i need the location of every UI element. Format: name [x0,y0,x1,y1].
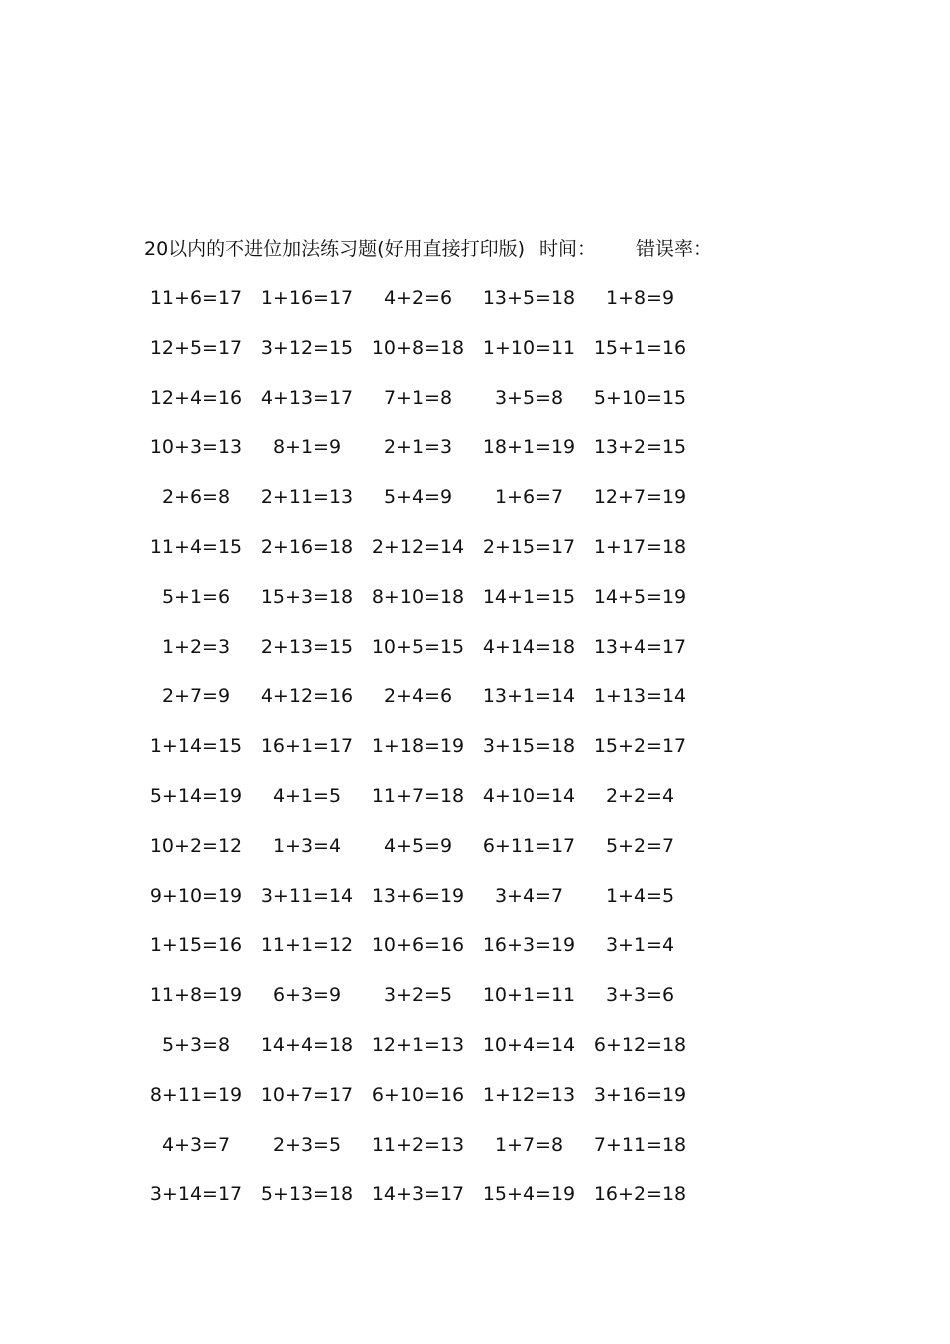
addition-problem: 2+6=8 [161,486,231,509]
addition-problem: 15+1=16 [593,336,687,359]
addition-problem: 4+5=9 [383,834,453,857]
addition-problem: 18+1=19 [482,436,576,459]
addition-problem: 6+12=18 [593,1034,687,1056]
addition-problem: 2+3=5 [272,1133,342,1156]
addition-problem: 10+5=15 [371,635,465,658]
addition-problem: 2+11=13 [260,486,354,509]
time-label: 时间： [539,238,597,260]
addition-problem: 2+13=15 [260,635,354,658]
addition-problem: 10+6=16 [371,934,465,957]
addition-problem: 15+3=18 [260,585,354,608]
addition-problem: 1+6=7 [494,486,564,509]
addition-problem: 11+1=12 [260,934,354,957]
addition-problem: 3+1=4 [605,934,675,957]
addition-problem: 10+2=12 [149,834,243,857]
addition-problem: 1+7=8 [494,1133,564,1156]
addition-problem: 1+17=18 [593,536,687,558]
addition-problem: 3+11=14 [260,884,354,907]
addition-problem: 1+10=11 [482,336,576,359]
addition-problem: 5+1=6 [161,585,231,608]
addition-problem: 12+7=19 [593,486,687,509]
addition-problem: 5+2=7 [605,834,675,857]
addition-problem: 2+7=9 [161,685,231,708]
addition-problem: 10+7=17 [260,1083,354,1106]
addition-problem: 3+15=18 [482,735,576,758]
addition-problem: 2+1=3 [383,436,453,459]
addition-problem: 3+16=19 [593,1083,687,1106]
addition-problem: 16+2=18 [593,1183,687,1206]
addition-problem: 3+12=15 [260,336,354,359]
addition-problem: 3+2=5 [383,984,453,1007]
addition-problem: 2+2=4 [605,785,675,807]
addition-problem: 10+3=13 [149,436,243,459]
addition-problem: 4+12=16 [260,685,354,708]
addition-problem: 1+2=3 [161,635,231,658]
addition-problem: 4+1=5 [272,785,342,807]
addition-problem: 7+1=8 [383,386,453,409]
addition-problem: 8+1=9 [272,436,342,459]
addition-problem: 13+4=17 [593,635,687,658]
addition-problem: 10+8=18 [371,336,465,359]
addition-problem: 1+13=14 [593,685,687,708]
addition-problem: 13+2=15 [593,436,687,459]
addition-problem: 8+11=19 [149,1083,243,1106]
addition-problem: 1+14=15 [149,735,243,758]
addition-problem: 10+1=11 [482,984,576,1007]
addition-problem: 8+10=18 [371,585,465,608]
addition-problem: 11+8=19 [149,984,243,1007]
addition-problem: 12+5=17 [149,336,243,359]
addition-problem: 2+15=17 [482,536,576,558]
addition-problem: 6+11=17 [482,834,576,857]
addition-problem: 11+2=13 [371,1133,465,1156]
addition-problem: 5+4=9 [383,486,453,509]
addition-problem: 12+4=16 [149,386,243,409]
addition-problem: 15+4=19 [482,1183,576,1206]
addition-problem: 3+5=8 [494,386,564,409]
addition-problem: 14+1=15 [482,585,576,608]
addition-problem: 15+2=17 [593,735,687,758]
addition-problem: 3+3=6 [605,984,675,1007]
addition-problem: 1+8=9 [605,287,675,309]
addition-problem: 14+5=19 [593,585,687,608]
addition-problem: 1+18=19 [371,735,465,758]
addition-problem: 5+14=19 [149,785,243,807]
addition-problem: 6+10=16 [371,1083,465,1106]
addition-problem: 1+15=16 [149,934,243,957]
addition-problem: 4+10=14 [482,785,576,807]
addition-problem: 12+1=13 [371,1034,465,1056]
addition-problem: 1+3=4 [272,834,342,857]
addition-problem: 16+3=19 [482,934,576,957]
addition-problem: 11+6=17 [149,287,243,309]
addition-problem: 4+3=7 [161,1133,231,1156]
addition-problem: 11+7=18 [371,785,465,807]
worksheet-title: 20以内的不进位加法练习题(好用直接打印版) [144,238,526,260]
addition-problem: 4+13=17 [260,386,354,409]
addition-problem: 5+3=8 [161,1034,231,1056]
addition-problem: 13+6=19 [371,884,465,907]
addition-problem: 14+3=17 [371,1183,465,1206]
addition-problem: 1+16=17 [260,287,354,309]
addition-problem: 9+10=19 [149,884,243,907]
error-rate-label: 错误率： [636,238,713,260]
addition-problem: 10+4=14 [482,1034,576,1056]
addition-problem: 13+5=18 [482,287,576,309]
addition-problem: 13+1=14 [482,685,576,708]
addition-problem: 3+14=17 [149,1183,243,1206]
addition-problem: 11+4=15 [149,536,243,558]
addition-problem: 14+4=18 [260,1034,354,1056]
addition-problem: 6+3=9 [272,984,342,1007]
addition-problem: 16+1=17 [260,735,354,758]
addition-problem: 1+12=13 [482,1083,576,1106]
addition-problem: 1+4=5 [605,884,675,907]
addition-problem: 5+13=18 [260,1183,354,1206]
addition-problem: 7+11=18 [593,1133,687,1156]
addition-problem: 3+4=7 [494,884,564,907]
addition-problem: 4+14=18 [482,635,576,658]
addition-problem: 5+10=15 [593,386,687,409]
addition-problem: 2+4=6 [383,685,453,708]
worksheet-header [144,236,712,262]
addition-problem: 4+2=6 [383,287,453,309]
addition-problem: 2+12=14 [371,536,465,558]
addition-problem: 2+16=18 [260,536,354,558]
